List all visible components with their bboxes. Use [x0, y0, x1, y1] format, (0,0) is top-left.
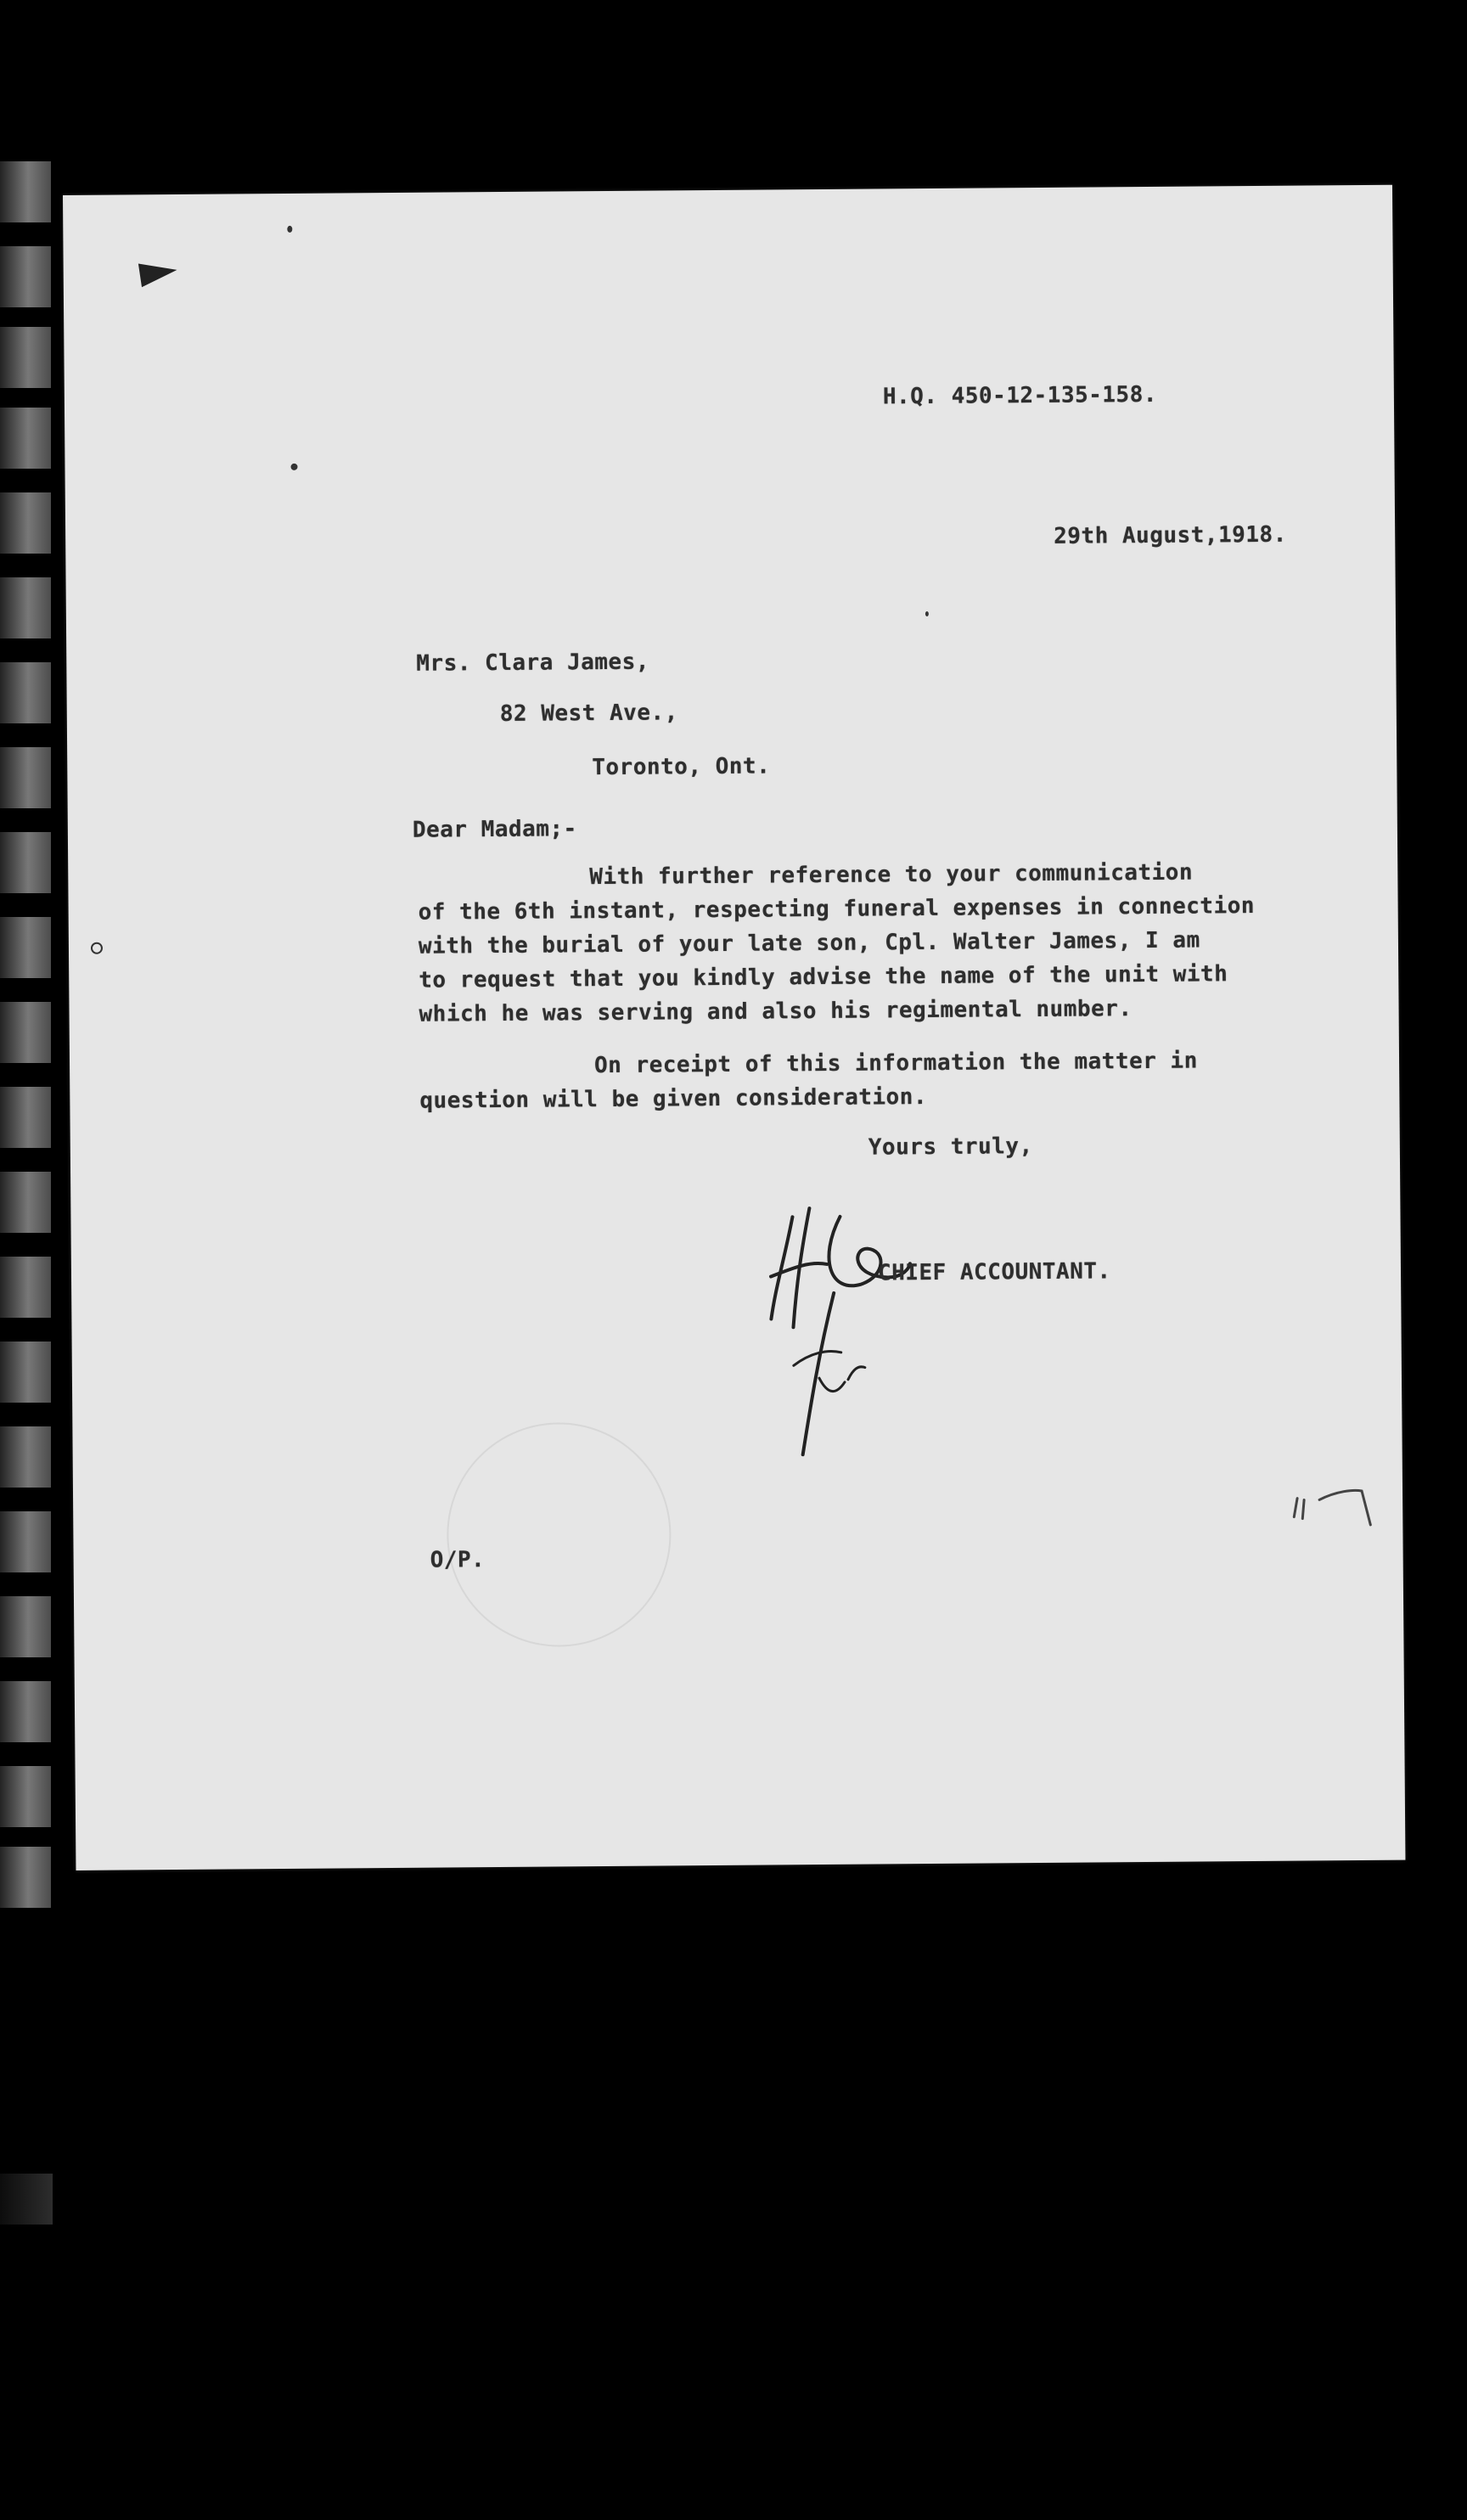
- closing: Yours truly,: [868, 1133, 1033, 1161]
- punch-mark: [138, 258, 179, 287]
- film-frame: [0, 1511, 51, 1572]
- film-frame: [0, 161, 51, 222]
- salutation: Dear Madam;-: [412, 816, 577, 843]
- film-frame: [0, 917, 51, 978]
- recipient-city: Toronto, Ont.: [592, 753, 771, 781]
- film-frame: [0, 1596, 51, 1657]
- recipient-street: 82 West Ave.,: [499, 700, 678, 727]
- paragraph-1-line: to request that you kindly advise the name of the unit with: [419, 961, 1228, 993]
- film-frame: [0, 1002, 51, 1063]
- film-frame: [0, 1426, 51, 1488]
- film-frame: [0, 1342, 51, 1403]
- paragraph-2-line: question will be given consideration.: [419, 1084, 928, 1114]
- faint-stamp: [446, 1421, 672, 1647]
- film-frame: [0, 1847, 51, 1908]
- film-frame: [0, 747, 51, 808]
- letter-page: [63, 185, 1405, 1870]
- film-edge: [0, 2174, 53, 2225]
- paragraph-2-line: On receipt of this information the matter in: [593, 1048, 1198, 1079]
- film-strip: [0, 153, 53, 1919]
- film-frame: [0, 408, 51, 469]
- paragraph-1-line: which he was serving and also his regimental number.: [419, 996, 1133, 1027]
- ink-speck: [91, 942, 103, 954]
- film-frame: [0, 1766, 51, 1827]
- signature-title: CHIEF ACCOUNTANT.: [877, 1258, 1111, 1286]
- film-frame: [0, 492, 51, 554]
- film-frame: [0, 662, 51, 723]
- film-frame: [0, 1172, 51, 1233]
- film-frame: [0, 327, 51, 388]
- corner-pencil-mark: [1285, 1482, 1379, 1534]
- film-frame: [0, 1681, 51, 1742]
- film-frame: [0, 1257, 51, 1318]
- ink-speck: [287, 226, 292, 233]
- reference-number: H.Q. 450-12-135-158.: [882, 381, 1158, 410]
- handwritten-signature: [758, 1182, 956, 1506]
- ink-speck: [925, 611, 929, 616]
- film-frame: [0, 832, 51, 893]
- recipient-name: Mrs. Clara James,: [416, 649, 650, 677]
- film-frame: [0, 1087, 51, 1148]
- paragraph-1-line: with the burial of your late son, Cpl. Walter James, I am: [418, 927, 1200, 959]
- initials: O/P.: [430, 1547, 486, 1573]
- film-frame: [0, 577, 51, 638]
- letter-date: 29th August,1918.: [1054, 521, 1287, 549]
- paragraph-1-line: With further reference to your communication: [589, 859, 1194, 891]
- ink-speck: [290, 464, 297, 470]
- film-frame: [0, 246, 51, 307]
- paragraph-1-line: of the 6th instant, respecting funeral expenses in connection: [418, 892, 1256, 925]
